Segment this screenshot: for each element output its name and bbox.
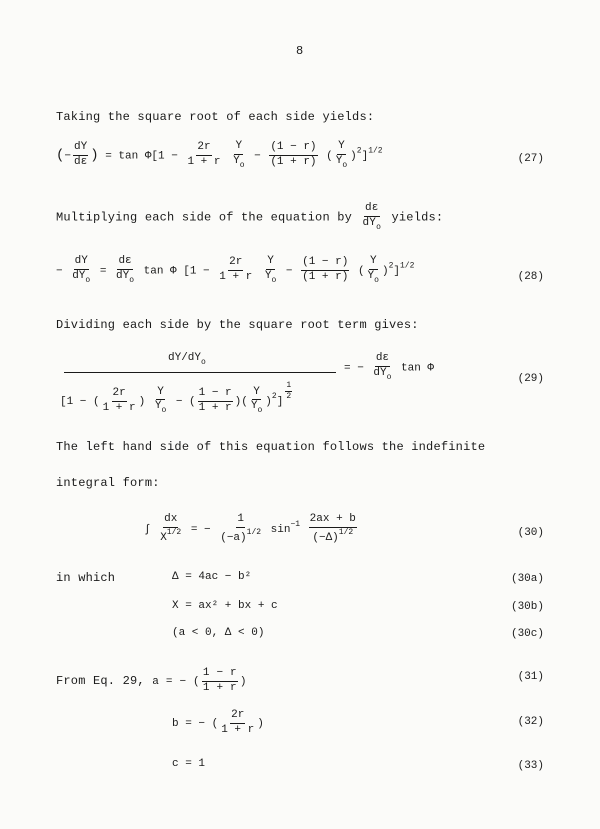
paragraph-multiplying: Multiplying each side of the equation by $\frac{d\varepsilon}{dY_o}$ yields:: [56, 202, 444, 232]
definition-conditions: (a < 0, Δ < 0): [172, 627, 265, 639]
equation-number-32: (32): [517, 716, 544, 728]
page-number: 8: [296, 44, 304, 58]
equation-29-numerator: $dY/dY_o$: [168, 352, 206, 367]
equation-number-30a: (30a): [510, 573, 544, 585]
equation-number-27: (27): [517, 153, 544, 165]
definition-x: X = ax² + bx + c: [172, 600, 278, 612]
equation-29-fraction-bar: [64, 372, 336, 373]
equation-33: c = 1: [172, 758, 206, 770]
label-from-eq: From Eq. 29,: [56, 673, 145, 688]
equation-28: − $\frac{dY}{dY_o}$ = $\frac{d\varepsilon}{dY_o}$ tan Φ [1 − $\frac{2r}{1 + r}$ $\frac{Y}{Y_o}$ − $\frac{(1 - r)}{(1 + r)}$ ( $\frac{Y}{Y_o}$ )$^2$]$^{1/2}$: [56, 255, 415, 285]
paragraph-square-root: Taking the square root of each side yields:: [56, 110, 375, 124]
equation-32: b = − ( $\frac{2r}{1 + r}$ ): [172, 709, 264, 736]
equation-number-33: (33): [517, 760, 544, 772]
equation-number-30b: (30b): [510, 601, 544, 613]
equation-number-30c: (30c): [510, 628, 544, 640]
equation-27: (− $\frac{dY}{d\varepsilon}$ ) = tan Φ[1 − $\frac{2r}{1 + r}$ $\frac{Y}{Y_o}$ − $\frac{(1 - r)}{(1 + r)}$ ( $\frac{Y}{Y_o}$ )$^2$]$^{1/2}$: [56, 140, 383, 170]
equation-number-30: (30): [517, 527, 544, 539]
equation-number-29: (29): [517, 373, 544, 385]
paragraph-dividing: Dividing each side by the square root term gives:: [56, 318, 419, 332]
multiplying-prefix: Multiplying each side of the equation by: [56, 210, 353, 225]
definition-delta: Δ = 4ac − b²: [172, 571, 252, 583]
paragraph-lhs-line-1: The left hand side of this equation follows the indefinite: [56, 440, 486, 454]
equation-number-28: (28): [517, 271, 544, 283]
equation-number-31: (31): [517, 671, 544, 683]
equation-29-rhs: = − $\frac{d\varepsilon}{dY_o}$ tan Φ: [344, 352, 435, 382]
equation-30: ∫ $\frac{dx}{X^{1/2}}$ = − $\frac{1}{(-a)^{1/2}}$ $\sin^{-1}$ $\frac{2ax + b}{(-\Delta)^{1/2}}$: [144, 513, 356, 544]
multiplying-suffix: yields:: [391, 210, 444, 225]
equation-29-denominator: [1 − ( $\frac{2r}{1 + r}$ ) $\frac{Y}{Y_o}$ − ( $\frac{1 - r}{1 + r}$ )( $\frac{Y}{Y_o}$ )$^2$] $^{\frac{1}{2}}$: [60, 381, 292, 416]
paragraph-lhs-line-2: integral form:: [56, 476, 160, 490]
equation-31: From Eq. 29, a = − ( $\frac{1 - r}{1 + r}$ ): [56, 667, 247, 694]
label-in-which: in which: [56, 571, 116, 585]
